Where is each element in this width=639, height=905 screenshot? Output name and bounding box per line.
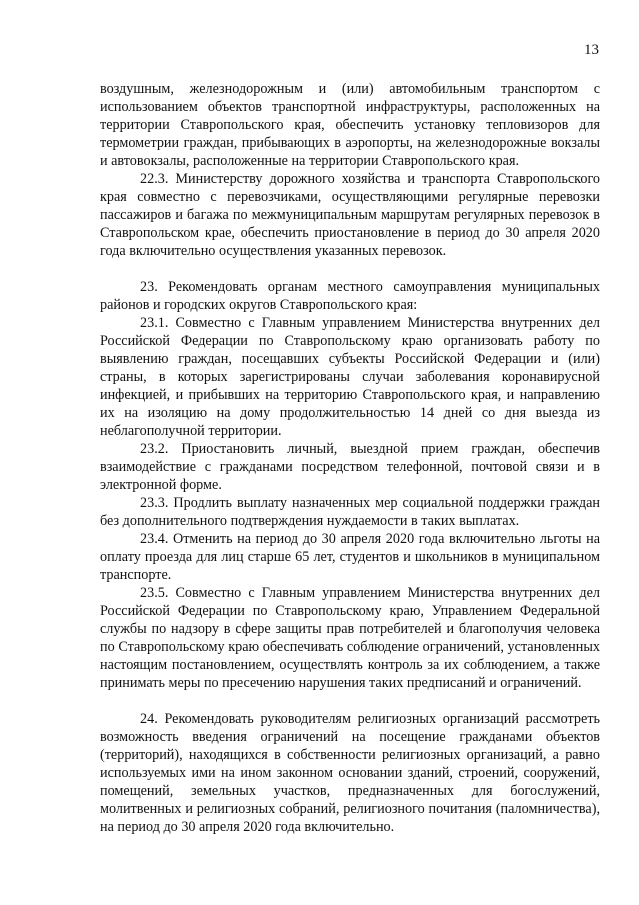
paragraph-23-2: 23.2. Приостановить личный, выездной прием граждан, обеспечив взаимодействие с гражданами посредством телефонной, почтовой связи и в электронной форме. [100, 441, 600, 493]
paragraph-24: 24. Рекомендовать руководителям религиозных организаций рассмотреть возможность введения ограничений на посещение гражданами объектов (территорий), находящихся в собственности религиозных организаций, а равно используемых ими на ином законном основании зданий, строений, сооружений, помещений, земельных участков, предназначенных для богослужений, молитвенных и религиозных собраний, религиозного почитания (паломничества), на период до 30 апреля 2020 года включительно. [100, 711, 600, 835]
paragraph-22-2-continuation: воздушным, железнодорожным и (или) автомобильным транспортом с использованием объектов транспортной инфраструктуры, расположенных на территории Ставропольского края, обеспечить установку тепловизоров для термометрии граждан, прибывающих в аэропорты, на железнодорожные вокзалы и автовокзалы, расположенные на территории Ставропольского края. [100, 81, 600, 169]
paragraph-23-1: 23.1. Совместно с Главным управлением Министерства внутренних дел Российской Федерации по Ставропольскому краю организовать работу по выявлению граждан, посещавших субъекты Российской Федерации и (или) страны, в которых зарегистрированы случаи заболевания коронавирусной инфекцией, и прибывших на территорию Ставропольского края, и направлению их на изоляцию на дому продолжительностью 14 дней со дня выезда из неблагополучной территории. [100, 315, 600, 439]
document-body [100, 80, 600, 836]
paragraph-23: 23. Рекомендовать органам местного самоуправления муниципальных районов и городских округов Ставропольского края: [100, 279, 600, 313]
paragraph-22-3: 22.3. Министерству дорожного хозяйства и транспорта Ставропольского края совместно с перевозчиками, осуществляющими регулярные перевозки пассажиров и багажа по межмуниципальным маршрутам регулярных перевозок в Ставропольском крае, обеспечить приостановление в период до 30 апреля 2020 года включительно осуществления указанных перевозок. [100, 171, 600, 259]
page-number: 13 [584, 42, 599, 58]
paragraph-23-4: 23.4. Отменить на период до 30 апреля 2020 года включительно льготы на оплату проезда для лиц старше 65 лет, студентов и школьников в муниципальном транспорте. [100, 531, 600, 583]
paragraph-23-5: 23.5. Совместно с Главным управлением Министерства внутренних дел Российской Федерации по Ставропольскому краю, Управлением Федеральной службы по надзору в сфере защиты прав потребителей и благополучия человека по Ставропольскому краю обеспечивать соблюдение ограничений, установленных настоящим постановлением, осуществлять контроль за их соблюдением, а также принимать меры по пресечению нарушения таких предписаний и ограничений. [100, 585, 600, 691]
paragraph-23-3: 23.3. Продлить выплату назначенных мер социальной поддержки граждан без дополнительного подтверждения нуждаемости в таких выплатах. [100, 495, 600, 529]
